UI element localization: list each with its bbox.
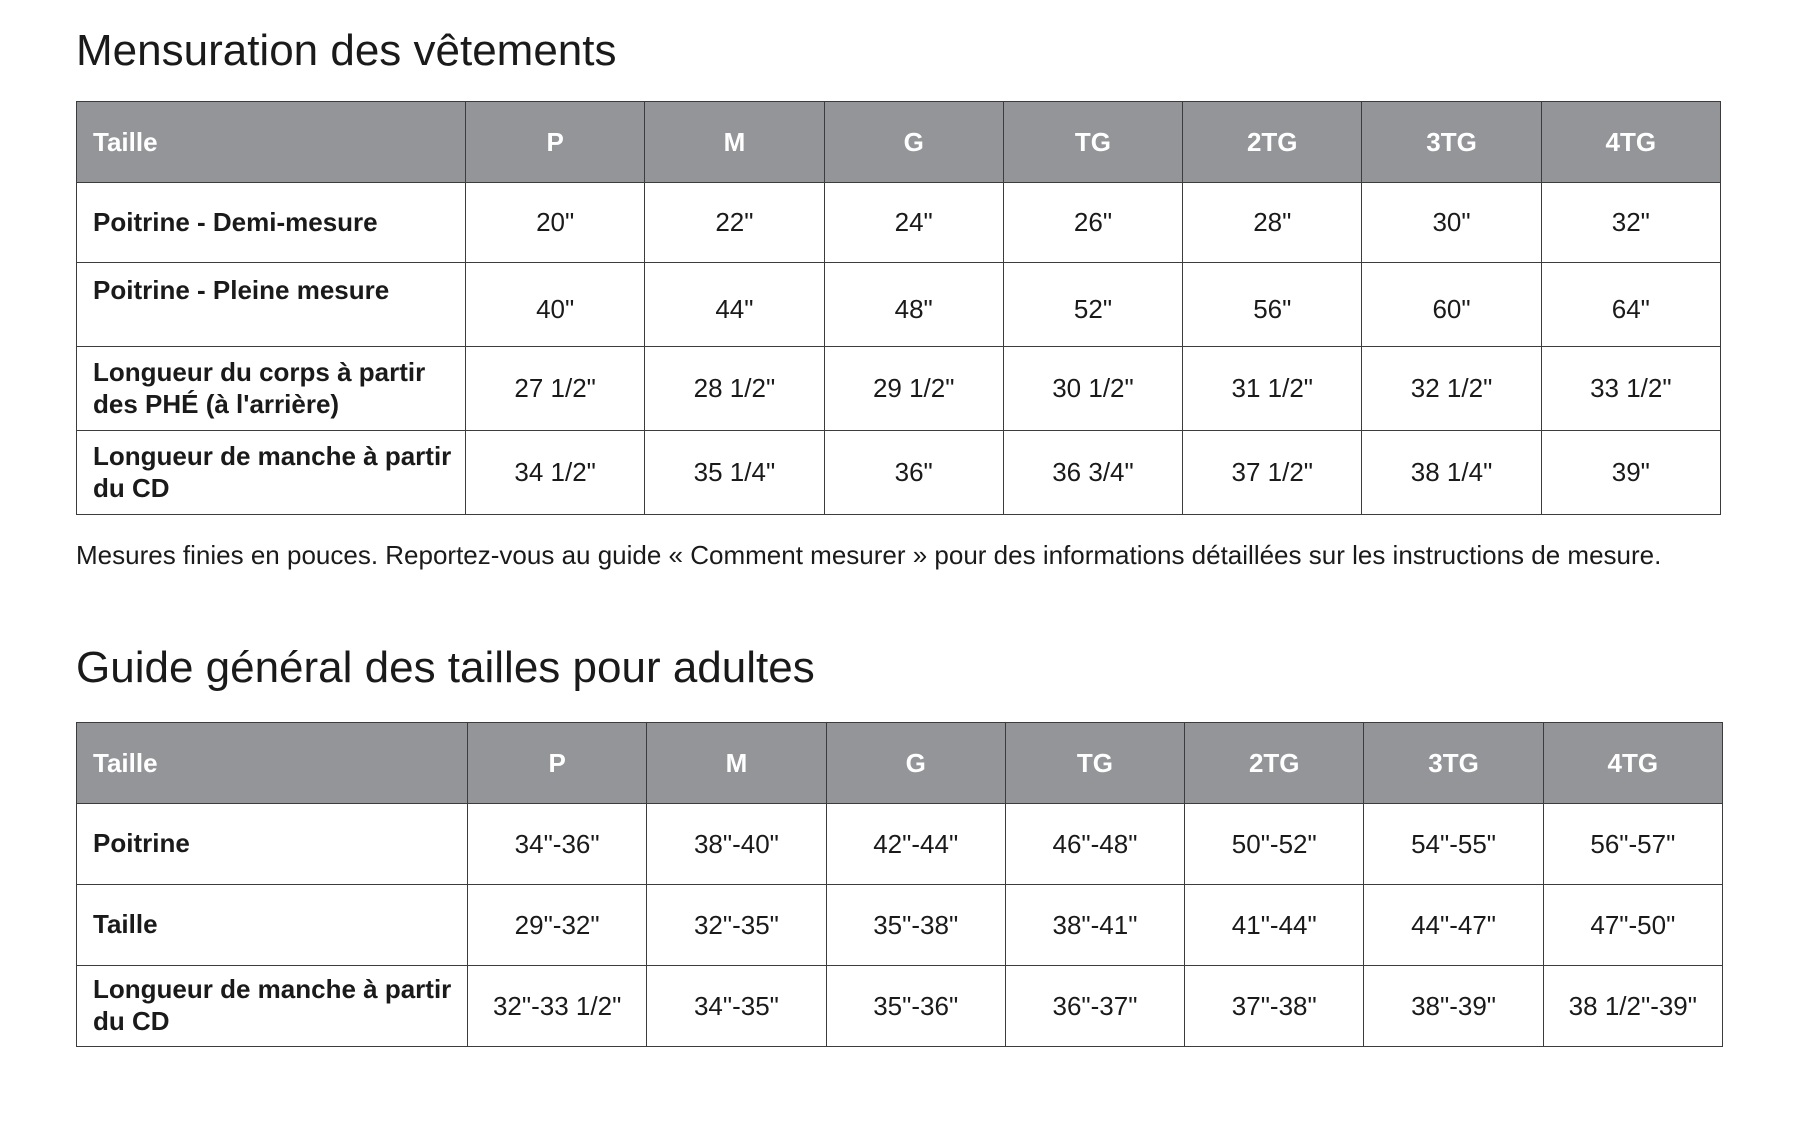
adult-size-guide-table <box>76 722 1723 1047</box>
table-cell: 35"-38" <box>826 885 1005 966</box>
table-row <box>77 885 1723 966</box>
table-row <box>77 263 1721 347</box>
table-cell: 38 1/2"-39" <box>1543 966 1722 1047</box>
row-label: Poitrine - Demi-mesure <box>77 183 466 263</box>
table-cell: 38"-40" <box>647 804 826 885</box>
header-size-2tg: 2TG <box>1183 102 1362 183</box>
adult-size-guide-title: Guide général des tailles pour adultes <box>76 643 815 692</box>
table-row <box>77 183 1721 263</box>
table-cell: 64" <box>1541 263 1720 347</box>
table-header-row <box>77 102 1721 183</box>
table-cell: 52" <box>1003 263 1182 347</box>
table-cell: 38"-39" <box>1364 966 1543 1047</box>
table-cell: 28 1/2" <box>645 347 824 431</box>
table-cell: 28" <box>1183 183 1362 263</box>
header-size-4tg: 4TG <box>1543 723 1722 804</box>
table-cell: 29"-32" <box>468 885 647 966</box>
table-cell: 41"-44" <box>1185 885 1364 966</box>
table-cell: 20" <box>466 183 645 263</box>
row-label: Longueur de manche à partir du CD <box>77 431 466 515</box>
table-cell: 60" <box>1362 263 1541 347</box>
table-cell: 39" <box>1541 431 1720 515</box>
table-cell: 32"-35" <box>647 885 826 966</box>
table-cell: 56"-57" <box>1543 804 1722 885</box>
table-cell: 32" <box>1541 183 1720 263</box>
header-size-4tg: 4TG <box>1541 102 1720 183</box>
table-cell: 47"-50" <box>1543 885 1722 966</box>
table-cell: 40" <box>466 263 645 347</box>
header-size-m: M <box>645 102 824 183</box>
table-cell: 35"-36" <box>826 966 1005 1047</box>
header-size-label: Taille <box>77 102 466 183</box>
row-label: Poitrine - Pleine mesure <box>77 263 466 347</box>
row-label: Taille <box>77 885 468 966</box>
table-cell: 36"-37" <box>1005 966 1184 1047</box>
table-cell: 34"-36" <box>468 804 647 885</box>
table-cell: 46"-48" <box>1005 804 1184 885</box>
table-cell: 30" <box>1362 183 1541 263</box>
header-size-3tg: 3TG <box>1362 102 1541 183</box>
header-size-p: P <box>468 723 647 804</box>
garment-measurement-table <box>76 101 1721 515</box>
table-cell: 38 1/4" <box>1362 431 1541 515</box>
table-cell: 37 1/2" <box>1183 431 1362 515</box>
table-cell: 33 1/2" <box>1541 347 1720 431</box>
header-size-tg: TG <box>1003 102 1182 183</box>
table-cell: 34"-35" <box>647 966 826 1047</box>
row-label: Longueur de manche à partir du CD <box>77 966 468 1047</box>
table-cell: 37"-38" <box>1185 966 1364 1047</box>
table-cell: 29 1/2" <box>824 347 1003 431</box>
header-size-m: M <box>647 723 826 804</box>
header-size-p: P <box>466 102 645 183</box>
header-size-3tg: 3TG <box>1364 723 1543 804</box>
table-cell: 22" <box>645 183 824 263</box>
table-row <box>77 431 1721 515</box>
table-row <box>77 966 1723 1047</box>
table-cell: 27 1/2" <box>466 347 645 431</box>
header-size-2tg: 2TG <box>1185 723 1364 804</box>
table-cell: 38"-41" <box>1005 885 1184 966</box>
measurement-note: Mesures finies en pouces. Reportez-vous au guide « Comment mesurer » pour des informations détaillées sur les instructions de mesure. <box>76 540 1662 570</box>
table-cell: 26" <box>1003 183 1182 263</box>
table-cell: 54"-55" <box>1364 804 1543 885</box>
header-size-tg: TG <box>1005 723 1184 804</box>
table-row <box>77 804 1723 885</box>
header-size-g: G <box>824 102 1003 183</box>
table-cell: 44"-47" <box>1364 885 1543 966</box>
table-cell: 35 1/4" <box>645 431 824 515</box>
table-cell: 34 1/2" <box>466 431 645 515</box>
table-cell: 50"-52" <box>1185 804 1364 885</box>
table-cell: 36" <box>824 431 1003 515</box>
row-label: Longueur du corps à partir des PHÉ (à l'arrière) <box>77 347 466 431</box>
table-cell: 44" <box>645 263 824 347</box>
row-label: Poitrine <box>77 804 468 885</box>
table-cell: 42"-44" <box>826 804 1005 885</box>
garment-measurement-title: Mensuration des vêtements <box>76 26 617 75</box>
header-size-g: G <box>826 723 1005 804</box>
table-row <box>77 347 1721 431</box>
table-cell: 24" <box>824 183 1003 263</box>
table-cell: 36 3/4" <box>1003 431 1182 515</box>
header-size-label: Taille <box>77 723 468 804</box>
table-cell: 31 1/2" <box>1183 347 1362 431</box>
table-cell: 48" <box>824 263 1003 347</box>
table-cell: 30 1/2" <box>1003 347 1182 431</box>
table-cell: 32 1/2" <box>1362 347 1541 431</box>
table-cell: 32"-33 1/2" <box>468 966 647 1047</box>
table-cell: 56" <box>1183 263 1362 347</box>
table-header-row <box>77 723 1723 804</box>
